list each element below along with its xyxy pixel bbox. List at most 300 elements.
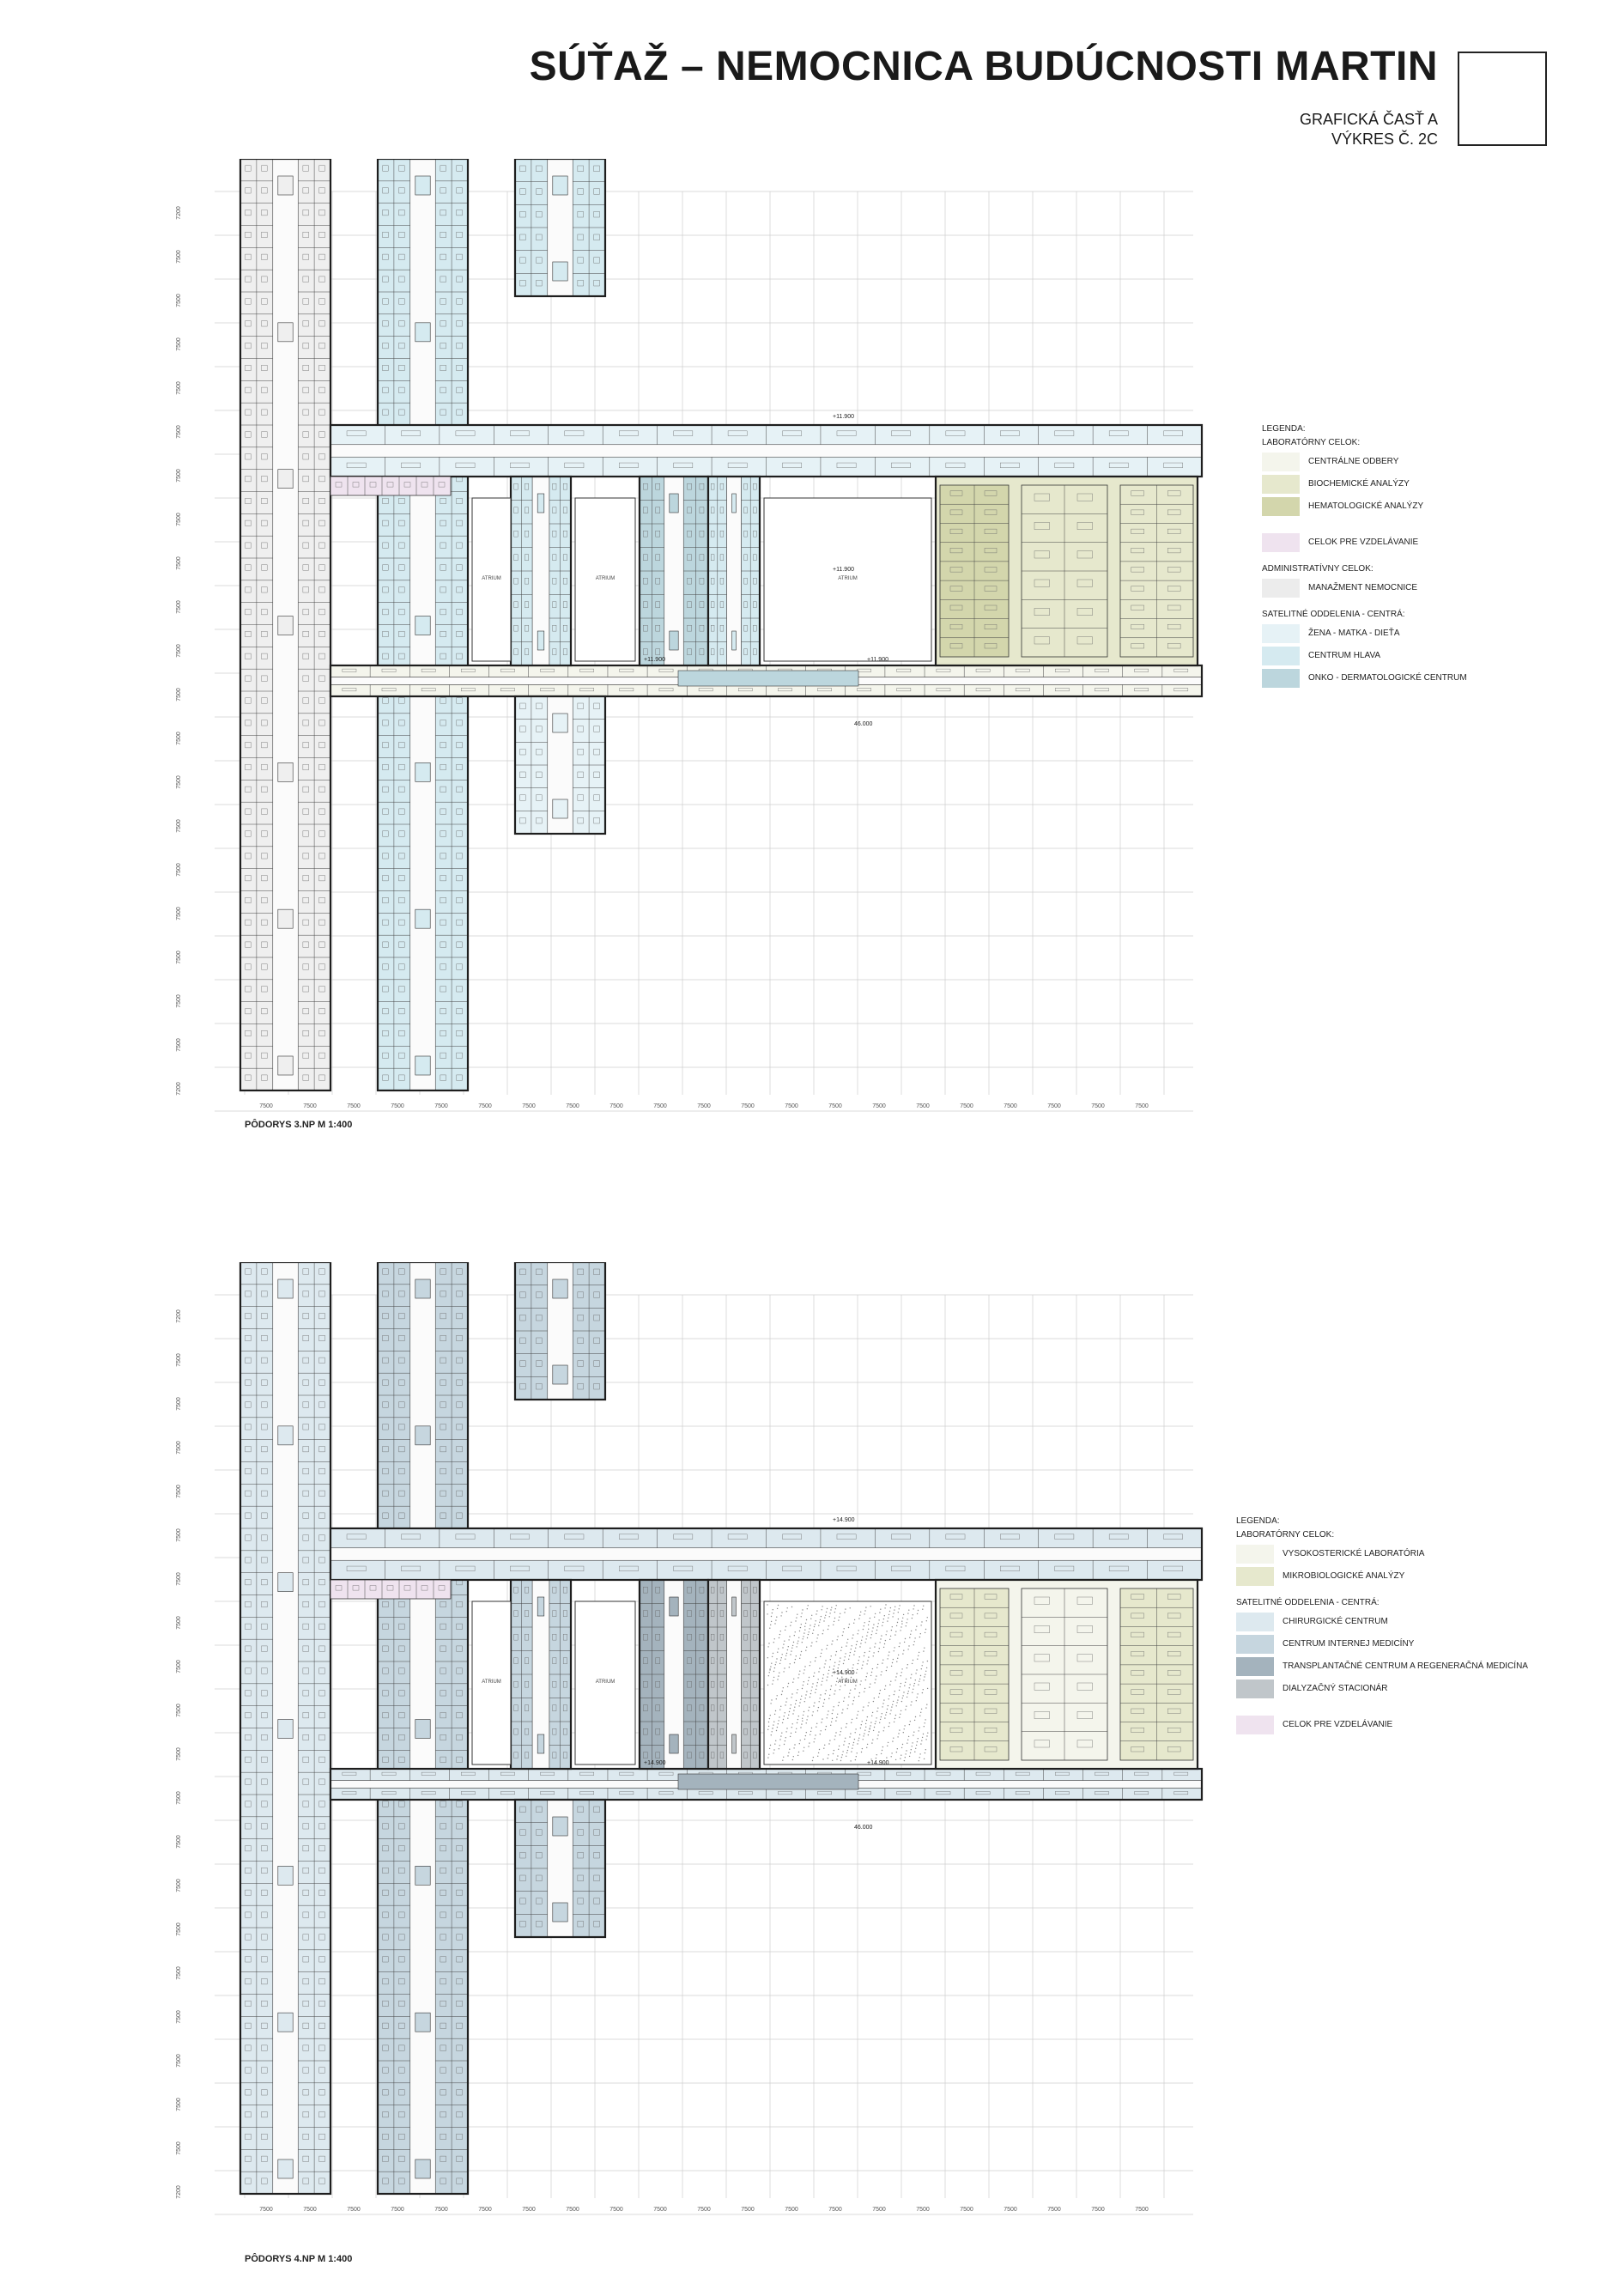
atrium-planting-dot xyxy=(795,1732,796,1733)
atrium-planting-dot xyxy=(866,1747,867,1748)
atrium-planting-dot xyxy=(800,1699,801,1700)
atrium-planting-dot xyxy=(791,1648,792,1649)
atrium-planting-dot xyxy=(921,1621,922,1622)
atrium-planting-dot xyxy=(911,1674,912,1675)
atrium-planting-dot xyxy=(830,1725,831,1726)
level-elevation-label: +14.900 xyxy=(867,1760,889,1766)
atrium-planting-dot xyxy=(889,1684,890,1685)
atrium-planting-dot xyxy=(918,1610,919,1611)
wing-core xyxy=(553,262,567,281)
legend-label: CENTRÁLNE ODBERY xyxy=(1308,457,1399,466)
atrium-planting-dot xyxy=(887,1620,888,1621)
atrium-planting-dot xyxy=(891,1756,892,1757)
grid-dimension-label: 7500 xyxy=(176,513,182,526)
atrium-planting-dot xyxy=(923,1650,924,1651)
atrium-planting-dot xyxy=(802,1718,803,1719)
atrium-planting-dot xyxy=(899,1608,900,1609)
atrium-planting-dot xyxy=(860,1612,861,1613)
grid-dimension-label: 7200 xyxy=(176,206,182,220)
atrium-planting-dot xyxy=(767,1685,768,1686)
atrium-planting-dot xyxy=(814,1738,815,1739)
atrium-planting-dot xyxy=(816,1723,817,1724)
wing-core xyxy=(278,176,293,195)
atrium-planting-dot xyxy=(891,1706,892,1707)
atrium-planting-dot xyxy=(883,1727,884,1728)
atrium-planting-dot xyxy=(876,1710,877,1711)
legend-swatch xyxy=(1236,1716,1274,1734)
technical-strip xyxy=(678,671,858,686)
atrium-planting-dot xyxy=(831,1655,832,1656)
wing-core xyxy=(537,1734,544,1753)
title-block-box xyxy=(1458,52,1547,146)
atrium-planting-dot xyxy=(924,1758,925,1759)
atrium-planting-dot xyxy=(882,1703,883,1704)
atrium-planting-dot xyxy=(880,1638,881,1639)
atrium-planting-dot xyxy=(840,1760,841,1761)
atrium-planting-dot xyxy=(883,1647,884,1648)
atrium-planting-dot xyxy=(797,1755,798,1756)
atrium-planting-dot xyxy=(889,1722,890,1723)
atrium-planting-dot xyxy=(917,1659,918,1660)
atrium-planting-dot xyxy=(891,1630,892,1631)
atrium-planting-dot xyxy=(889,1713,890,1714)
sheet-subtitle xyxy=(1116,110,1438,149)
wing-core xyxy=(278,1426,293,1445)
atrium-planting-dot xyxy=(767,1757,768,1758)
atrium-planting-dot xyxy=(774,1638,775,1639)
atrium-planting-dot xyxy=(854,1651,855,1652)
atrium-planting-dot xyxy=(903,1650,904,1651)
atrium-label: ATRIUM xyxy=(838,576,858,581)
atrium-planting-dot xyxy=(824,1617,825,1618)
atrium-planting-dot xyxy=(790,1625,791,1626)
atrium-planting-dot xyxy=(793,1756,794,1757)
atrium-planting-dot xyxy=(845,1685,846,1686)
atrium-planting-dot xyxy=(866,1676,867,1677)
plan4-legend-item xyxy=(1236,1633,1545,1655)
atrium-planting-dot xyxy=(821,1685,822,1686)
atrium-planting-dot xyxy=(873,1701,874,1702)
grid-dimension-label: 7500 xyxy=(1091,1103,1105,1109)
atrium-planting-dot xyxy=(914,1720,915,1721)
atrium-planting-dot xyxy=(770,1745,771,1746)
atrium-planting-dot xyxy=(917,1693,918,1694)
atrium-planting-dot xyxy=(891,1752,892,1753)
atrium-planting-dot xyxy=(798,1705,799,1706)
atrium-planting-dot xyxy=(839,1664,840,1665)
atrium-planting-dot xyxy=(841,1757,842,1758)
atrium-planting-dot xyxy=(898,1612,899,1613)
atrium-planting-dot xyxy=(905,1709,906,1710)
atrium-planting-dot xyxy=(853,1700,854,1701)
atrium-planting-dot xyxy=(861,1640,862,1641)
atrium-planting-dot xyxy=(815,1624,816,1625)
atrium-planting-dot xyxy=(780,1660,781,1661)
atrium-planting-dot xyxy=(843,1701,844,1702)
atrium-planting-dot xyxy=(922,1692,923,1693)
atrium-planting-dot xyxy=(783,1719,784,1720)
atrium-planting-dot xyxy=(774,1744,775,1745)
atrium-planting-dot xyxy=(863,1706,864,1707)
atrium-planting-dot xyxy=(819,1667,820,1668)
atrium-planting-dot xyxy=(815,1734,816,1735)
legend-swatch xyxy=(1262,669,1300,688)
atrium-planting-dot xyxy=(848,1746,849,1747)
atrium-planting-dot xyxy=(863,1661,864,1662)
atrium-planting-dot xyxy=(912,1692,913,1693)
atrium-label: ATRIUM xyxy=(595,1679,616,1685)
plan4-legend-item xyxy=(1236,1655,1545,1678)
atrium-planting-dot xyxy=(852,1634,853,1635)
atrium-planting-dot xyxy=(865,1638,866,1639)
wing-core xyxy=(553,1365,567,1384)
wing-core xyxy=(278,1720,293,1739)
atrium-planting-dot xyxy=(814,1702,815,1703)
atrium-planting-dot xyxy=(884,1615,885,1616)
atrium-planting-dot xyxy=(779,1663,780,1664)
atrium-planting-dot xyxy=(818,1671,819,1672)
grid-dimension-label: 7500 xyxy=(176,1704,182,1717)
atrium-planting-dot xyxy=(827,1608,828,1609)
atrium-planting-dot xyxy=(788,1639,789,1640)
atrium-planting-dot xyxy=(790,1708,791,1709)
atrium-planting-dot xyxy=(772,1656,773,1657)
atrium-planting-dot xyxy=(893,1659,894,1660)
atrium-planting-dot xyxy=(925,1749,926,1750)
atrium-planting-dot xyxy=(922,1609,923,1610)
atrium-planting-dot xyxy=(922,1665,923,1666)
atrium-planting-dot xyxy=(919,1753,920,1754)
grid-dimension-label: 7500 xyxy=(176,994,182,1008)
wing-core xyxy=(278,323,293,342)
atrium-planting-dot xyxy=(899,1729,900,1730)
wing-core xyxy=(278,1279,293,1298)
atrium-planting-dot xyxy=(778,1720,779,1721)
atrium-planting-dot xyxy=(862,1748,863,1749)
atrium-planting-dot xyxy=(859,1656,860,1657)
atrium-planting-dot xyxy=(777,1608,778,1609)
atrium-planting-dot xyxy=(832,1640,833,1641)
atrium-planting-dot xyxy=(860,1684,861,1685)
plan4-legend-item xyxy=(1236,1678,1545,1700)
atrium-planting-dot xyxy=(825,1615,826,1616)
atrium-planting-dot xyxy=(802,1609,803,1610)
atrium-planting-dot xyxy=(869,1651,870,1652)
atrium-planting-dot xyxy=(910,1634,911,1635)
atrium-planting-dot xyxy=(820,1694,821,1695)
atrium-planting-dot xyxy=(820,1619,821,1620)
atrium-planting-dot xyxy=(808,1680,809,1681)
atrium-planting-dot xyxy=(875,1723,876,1724)
atrium-planting-dot xyxy=(907,1693,908,1694)
atrium-planting-dot xyxy=(813,1757,814,1758)
atrium-planting-dot xyxy=(826,1726,827,1727)
grid-dimension-label: 7500 xyxy=(176,1528,182,1542)
atrium-planting-dot xyxy=(865,1642,866,1643)
atrium-planting-dot xyxy=(798,1673,799,1674)
sheet-subtitle-line1: GRAFICKÁ ČASŤ A xyxy=(1299,111,1438,128)
atrium-planting-dot xyxy=(859,1734,860,1735)
atrium-planting-dot xyxy=(897,1736,898,1737)
atrium-planting-dot xyxy=(797,1689,798,1690)
atrium-planting-dot xyxy=(814,1741,815,1742)
atrium-planting-dot xyxy=(799,1743,800,1744)
atrium-planting-dot xyxy=(897,1699,898,1700)
atrium-planting-dot xyxy=(882,1746,883,1747)
atrium-planting-dot xyxy=(783,1757,784,1758)
atrium-planting-dot xyxy=(784,1641,785,1642)
atrium-planting-dot xyxy=(818,1707,819,1708)
legend-label: VYSOKOSTERICKÉ LABORATÓRIA xyxy=(1283,1549,1425,1558)
atrium-planting-dot xyxy=(854,1739,855,1740)
atrium-planting-dot xyxy=(885,1604,886,1605)
atrium-planting-dot xyxy=(870,1606,871,1607)
wing-core xyxy=(415,2013,430,2032)
atrium-planting-dot xyxy=(810,1661,811,1662)
legend-swatch xyxy=(1236,1657,1274,1676)
room-block xyxy=(330,477,451,495)
atrium-planting-dot xyxy=(862,1721,863,1722)
atrium-planting-dot xyxy=(838,1705,839,1706)
grid-dimension-label: 7200 xyxy=(176,1082,182,1096)
atrium-planting-dot xyxy=(922,1661,923,1662)
grid-dimension-label: 7500 xyxy=(176,381,182,395)
atrium-planting-dot xyxy=(905,1638,906,1639)
wing-core xyxy=(415,762,430,781)
atrium-planting-dot xyxy=(818,1625,819,1626)
wing-core xyxy=(278,1573,293,1592)
atrium-planting-dot xyxy=(841,1677,842,1678)
atrium-planting-dot xyxy=(913,1732,914,1733)
atrium-planting-dot xyxy=(906,1625,907,1626)
atrium-planting-dot xyxy=(832,1713,833,1714)
atrium-planting-dot xyxy=(813,1711,814,1712)
atrium-planting-dot xyxy=(782,1722,783,1723)
atrium-planting-dot xyxy=(886,1670,887,1671)
atrium-planting-dot xyxy=(855,1759,856,1760)
atrium-planting-dot xyxy=(782,1691,783,1692)
atrium-planting-dot xyxy=(896,1705,897,1706)
atrium-planting-dot xyxy=(903,1614,904,1615)
atrium-planting-dot xyxy=(820,1656,821,1657)
atrium-planting-dot xyxy=(831,1643,832,1644)
atrium-planting-dot xyxy=(894,1718,895,1719)
grid-dimension-label: 7500 xyxy=(176,1485,182,1498)
atrium-planting-dot xyxy=(842,1754,843,1755)
atrium-planting-dot xyxy=(872,1668,873,1669)
grid-dimension-label: 7500 xyxy=(259,2207,273,2213)
legend-label: DIALYZAČNÝ STACIONÁR xyxy=(1283,1684,1388,1693)
atrium-planting-dot xyxy=(892,1616,893,1617)
band-corridor xyxy=(330,1548,1202,1560)
atrium-planting-dot xyxy=(799,1702,800,1703)
atrium-planting-dot xyxy=(811,1690,812,1691)
atrium-planting-dot xyxy=(772,1684,773,1685)
atrium-planting-dot xyxy=(836,1605,837,1606)
grid-dimension-label: 7500 xyxy=(1004,1103,1017,1109)
legend-swatch xyxy=(1262,497,1300,516)
atrium-planting-dot xyxy=(910,1704,911,1705)
atrium-planting-dot xyxy=(901,1672,902,1673)
atrium-planting-dot xyxy=(804,1701,805,1702)
atrium-planting-dot xyxy=(898,1733,899,1734)
wing-core xyxy=(537,631,544,650)
atrium-planting-dot xyxy=(868,1702,869,1703)
legend-swatch xyxy=(1236,1679,1274,1698)
atrium-planting-dot xyxy=(804,1626,805,1627)
grid-dimension-label: 7500 xyxy=(176,907,182,920)
atrium-planting-dot xyxy=(896,1702,897,1703)
atrium-planting-dot xyxy=(909,1637,910,1638)
atrium-planting-dot xyxy=(770,1666,771,1667)
atrium-planting-dot xyxy=(835,1720,836,1721)
atrium-planting-dot xyxy=(916,1626,917,1627)
atrium-planting-dot xyxy=(901,1701,902,1702)
grid-dimension-label: 7500 xyxy=(828,1103,842,1109)
atrium-planting-dot xyxy=(828,1625,829,1626)
legend-label: MIKROBIOLOGICKÉ ANALÝZY xyxy=(1283,1571,1405,1581)
atrium-planting-dot xyxy=(788,1646,789,1647)
plan-4np-caption: PÔDORYS 4.NP M 1:400 xyxy=(245,2254,353,2264)
atrium-planting-dot xyxy=(881,1635,882,1636)
plan3-legend-item xyxy=(1262,531,1545,554)
floor-plan-4np xyxy=(163,1262,1219,2241)
atrium-planting-dot xyxy=(801,1624,802,1625)
atrium-planting-dot xyxy=(915,1679,916,1680)
atrium-planting-dot xyxy=(780,1615,781,1616)
atrium-planting-dot xyxy=(888,1695,889,1696)
atrium-planting-dot xyxy=(886,1757,887,1758)
atrium-planting-dot xyxy=(867,1716,868,1717)
atrium-planting-dot xyxy=(901,1668,902,1669)
atrium-planting-dot xyxy=(797,1677,798,1678)
atrium-planting-dot xyxy=(863,1739,864,1740)
plan4-legend-group-heading: LABORATÓRNY CELOK: xyxy=(1236,1530,1335,1540)
atrium-planting-dot xyxy=(796,1646,797,1647)
grid-dimension-label: 7500 xyxy=(176,1747,182,1761)
atrium-planting-dot xyxy=(790,1663,791,1664)
atrium-planting-dot xyxy=(806,1691,807,1692)
atrium-planting-dot xyxy=(897,1622,898,1623)
atrium-planting-dot xyxy=(796,1655,797,1656)
atrium-planting-dot xyxy=(908,1691,909,1692)
atrium-planting-dot xyxy=(869,1731,870,1732)
atrium-planting-dot xyxy=(841,1712,842,1713)
atrium-planting-dot xyxy=(915,1716,916,1717)
atrium-planting-dot xyxy=(823,1748,824,1749)
grid-dimension-label: 7500 xyxy=(960,2207,973,2213)
atrium-planting-dot xyxy=(812,1683,813,1684)
atrium-planting-dot xyxy=(827,1676,828,1677)
atrium-planting-dot xyxy=(854,1688,855,1689)
atrium-planting-dot xyxy=(906,1750,907,1751)
atrium-planting-dot xyxy=(915,1748,916,1749)
atrium-planting-dot xyxy=(827,1714,828,1715)
atrium-planting-dot xyxy=(834,1612,835,1613)
atrium-planting-dot xyxy=(889,1639,890,1640)
atrium-planting-dot xyxy=(885,1640,886,1641)
atrium-planting-dot xyxy=(918,1684,919,1685)
atrium-planting-dot xyxy=(924,1648,925,1649)
atrium-planting-dot xyxy=(881,1716,882,1717)
atrium-planting-dot xyxy=(810,1731,811,1732)
atrium-planting-dot xyxy=(868,1705,869,1706)
atrium-planting-dot xyxy=(806,1719,807,1720)
atrium-planting-dot xyxy=(909,1684,910,1685)
grid-dimension-label: 7500 xyxy=(176,2098,182,2111)
plan4-legend-group-heading: SATELITNÉ ODDELENIA - CENTRÁ: xyxy=(1236,1598,1380,1607)
atrium-planting-dot xyxy=(844,1741,845,1742)
atrium-planting-dot xyxy=(803,1638,804,1639)
atrium-planting-dot xyxy=(916,1700,917,1701)
atrium-planting-dot xyxy=(837,1755,838,1756)
wing-core xyxy=(732,494,737,513)
plan3-legend-item xyxy=(1262,667,1545,689)
level-elevation-label: +14.900 xyxy=(833,1517,855,1523)
grid-dimension-label: 7500 xyxy=(785,1103,798,1109)
wing-core xyxy=(278,2159,293,2178)
atrium-planting-dot xyxy=(813,1630,814,1631)
atrium-planting-dot xyxy=(839,1617,840,1618)
atrium-planting-dot xyxy=(865,1727,866,1728)
atrium-planting-dot xyxy=(801,1651,802,1652)
atrium-planting-dot xyxy=(845,1653,846,1654)
atrium-planting-dot xyxy=(769,1748,770,1749)
wing-core xyxy=(278,617,293,635)
atrium-planting-dot xyxy=(865,1679,866,1680)
atrium-planting-dot xyxy=(829,1616,830,1617)
atrium-planting-dot xyxy=(888,1726,889,1727)
atrium-planting-dot xyxy=(891,1666,892,1667)
wing-core xyxy=(670,631,678,650)
atrium-planting-dot xyxy=(846,1723,847,1724)
atrium-planting-dot xyxy=(894,1691,895,1692)
atrium-planting-dot xyxy=(786,1698,787,1699)
atrium-planting-dot xyxy=(873,1730,874,1731)
floor-plan-3np-drawing xyxy=(163,159,1219,1138)
atrium-planting-dot xyxy=(880,1719,881,1720)
atrium-planting-dot xyxy=(911,1749,912,1750)
atrium-planting-dot xyxy=(857,1752,858,1753)
atrium-planting-dot xyxy=(925,1671,926,1672)
atrium-planting-dot xyxy=(927,1688,928,1689)
atrium-planting-dot xyxy=(858,1618,859,1619)
atrium-planting-dot xyxy=(801,1616,802,1617)
atrium-planting-dot xyxy=(792,1713,793,1714)
atrium-planting-dot xyxy=(903,1732,904,1733)
atrium-planting-dot xyxy=(893,1738,894,1739)
atrium-planting-dot xyxy=(768,1675,769,1676)
atrium-planting-dot xyxy=(817,1634,818,1635)
atrium-planting-dot xyxy=(842,1635,843,1636)
grid-dimension-label: 7500 xyxy=(653,2207,667,2213)
wing-core xyxy=(415,909,430,928)
atrium-planting-dot xyxy=(923,1606,924,1607)
atrium-planting-dot xyxy=(819,1701,820,1702)
atrium-planting-dot xyxy=(873,1624,874,1625)
atrium-planting-dot xyxy=(863,1629,864,1630)
atrium-planting-dot xyxy=(854,1619,855,1620)
atrium-planting-dot xyxy=(918,1738,919,1739)
grid-dimension-label: 7500 xyxy=(176,1835,182,1849)
atrium-planting-dot xyxy=(790,1736,791,1737)
atrium-planting-dot xyxy=(855,1732,856,1733)
atrium-planting-dot xyxy=(807,1608,808,1609)
atrium-planting-dot xyxy=(857,1641,858,1642)
atrium-planting-dot xyxy=(781,1612,782,1613)
plan3-legend-item xyxy=(1262,577,1545,599)
atrium-planting-dot xyxy=(830,1609,831,1610)
